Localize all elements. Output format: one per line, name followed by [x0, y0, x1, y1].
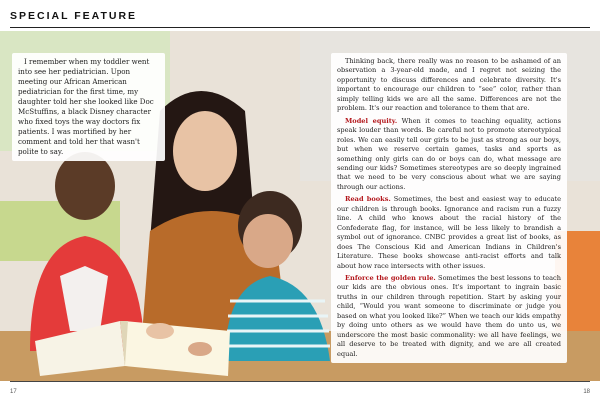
section-model-equity [337, 117, 561, 193]
anecdote-text: I remember when my toddler went into see her pediatrician. Upon meeting our African American pediatrician for the first time, my daughter told her she looked like Doc McStuffins, a black Disney character who fixed toys the way doctors fix patients. I was mortified by her comment and told her that wasn't polite to say. [18, 57, 154, 156]
page-footer [0, 381, 600, 403]
section-lead: Read books. [345, 195, 391, 204]
section-body: Sometimes, the best and easiest way to educate our children is through books. Ignorance and racism run a fuzzy line. A child who knows about the racial history of the Confederate flag, for instance, will be less likely to brandish a symbol out of ignorance. CNBC provides a great list of books, as does The Conscious Kid and American Indians in Children's Literature. These books showcase anti-racist efforts and talk about how race intersects with other issues. [337, 195, 561, 270]
intro-anecdote-box [12, 53, 165, 161]
right-page-number: 18 [583, 389, 590, 395]
section-body: When it comes to teaching equality, actions speak louder than words. Be careful not to promote stereotypical roles. We can easily tell our girls to be just as strong as our boys, but when we reserve certain games, tasks and sports as something only girls can do or boys can do, what message are sending our kids? Sometimes stereotypes are so deeply ingrained that we need to be very conscious about what we are saying through our actions. [337, 116, 561, 191]
page-header [0, 0, 600, 30]
footer-divider [10, 381, 590, 382]
intro-paragraph: Thinking back, there really was no reason to be ashamed of an observation a 3-year-old made, and I regret not seizing the opportunity to discuss differences and celebrate diversity. It's important to encourage our children to “see” color, rather than simply telling kids we are all the same. Differences are not the problem. It's our reaction and tolerance to them that are. [337, 57, 561, 113]
section-title: SPECIAL FEATURE [10, 10, 138, 22]
section-body: Sometimes the best lessons to teach our kids are the obvious ones. It's important to ingrain basic truths in our children through repetition. Start by asking your child, “Would you want someone to discriminate or judge you based on what you looked like?” When we teach our kids empathy by doing unto others as we would have them do unto us, we underscore the most basic commonality: we all have feelings, we all deserve to be treated with dignity, and we are all created equal. [337, 273, 561, 358]
section-golden-rule [337, 274, 561, 359]
left-page-number: 17 [10, 389, 17, 395]
section-lead: Enforce the golden rule. [345, 273, 436, 282]
header-divider [10, 27, 590, 28]
section-read-books [337, 195, 561, 271]
section-lead: Model equity. [345, 116, 398, 125]
article-text-box [331, 53, 567, 363]
